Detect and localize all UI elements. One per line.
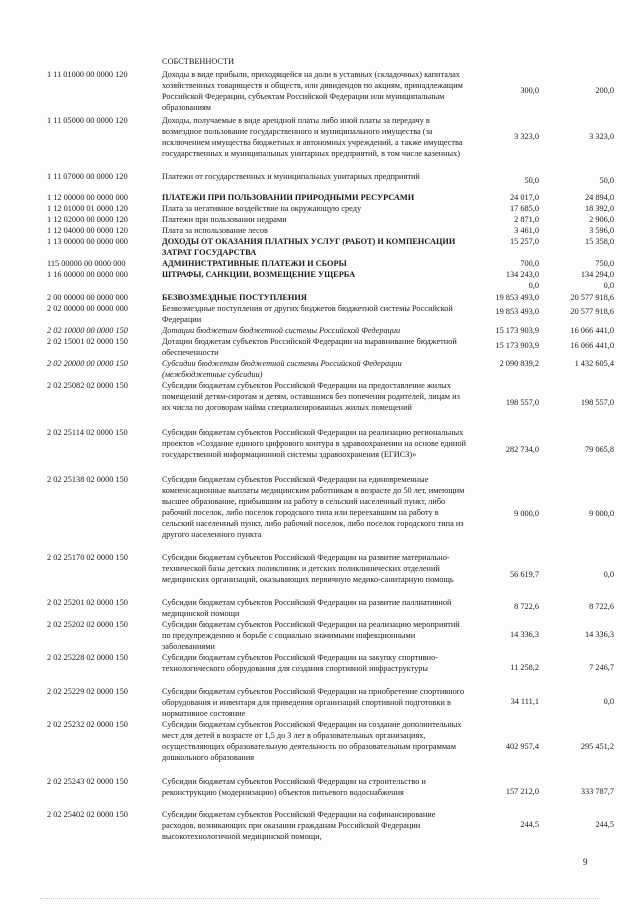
- budget-code: 2 02 25138 02 0000 150: [47, 475, 128, 484]
- amount-year-2: 16 066 441,0: [570, 341, 614, 350]
- amount-year-1: 8 722,6: [514, 602, 539, 611]
- budget-code: 2 02 25170 02 0000 150: [47, 553, 128, 562]
- amount-year-2: 0,0: [603, 570, 614, 579]
- budget-code: 2 02 25114 02 0000 150: [47, 428, 128, 437]
- amount-year-2: 750,0: [595, 259, 614, 268]
- amount-year-1: 2 871,0: [514, 215, 539, 224]
- amount-year-2: 8 722,6: [589, 602, 614, 611]
- amount-year-1: 300,0: [520, 86, 539, 95]
- amount-year-2: 333 787,7: [580, 787, 614, 796]
- budget-item-name: Дотации бюджетам бюджетной системы Российской Федерации: [162, 326, 401, 335]
- amount-year-1: 24 017,0: [509, 193, 539, 202]
- amount-year-1: 700,0: [520, 259, 539, 268]
- amount-year-2: 198 557,0: [580, 398, 614, 407]
- amount-year-1: 134 243,0: [505, 270, 539, 279]
- budget-item-name: ДОХОДЫ ОТ ОКАЗАНИЯ ПЛАТНЫХ УСЛУГ (РАБОТ) И КОМПЕНСАЦИИ ЗАТРАТ ГОСУДАРСТВА: [162, 237, 456, 257]
- amount-year-2: 2 906,0: [589, 215, 614, 224]
- amount-year-2: 295 451,2: [580, 742, 614, 751]
- amount-year-1: 56 619,7: [509, 570, 539, 579]
- amount-year-1: 3 323,0: [514, 132, 539, 141]
- budget-code: 1 11 07000 00 0000 120: [47, 172, 128, 181]
- amount-year-1-secondary: 0,0: [528, 281, 539, 290]
- amount-year-2: 79 065,8: [584, 445, 614, 454]
- budget-item-name: Субсидии бюджетам субъектов Российской Федерации на развитие паллиативной медицинской помощи: [162, 598, 452, 618]
- budget-code: 2 02 25243 02 0000 150: [47, 777, 128, 786]
- budget-item-name: ПЛАТЕЖИ ПРИ ПОЛЬЗОВАНИИ ПРИРОДНЫМИ РЕСУРСАМИ: [162, 193, 415, 202]
- amount-year-1: 198 557,0: [505, 398, 539, 407]
- budget-code: 2 02 25232 02 0000 150: [47, 720, 128, 729]
- budget-item-name: ШТРАФЫ, САНКЦИИ, ВОЗМЕЩЕНИЕ УЩЕРБА: [162, 270, 356, 279]
- budget-item-name: Доходы в виде прибыли, приходящейся на доли в уставных (складочных) капиталах хозяйственных товариществ и обществ, или дивидендов по акциям, принадлежащим Российской Федерации, субъектам Российской Федерации или муниципальным образованиям: [162, 70, 463, 112]
- amount-year-1: 15 257,0: [509, 237, 539, 246]
- budget-item-name: Субсидии бюджетам субъектов Российской Федерации на развитие материально-технической базы детских поликлиник и детских поликлинических отделений медицинских организаций, оказывающих первичную медико-санитарную помощь: [162, 553, 454, 584]
- amount-year-2: 1 432 605,4: [574, 359, 614, 368]
- budget-code: 2 02 25082 02 0000 150: [47, 381, 128, 390]
- budget-code: 115 00000 00 0000 000: [47, 259, 126, 268]
- budget-code: 1 16 00000 00 0000 000: [47, 270, 128, 279]
- amount-year-1: 34 111,1: [510, 697, 539, 706]
- budget-code: 1 12 01000 01 0000 120: [47, 204, 128, 213]
- budget-item-name: Субсидии бюджетам субъектов Российской Федерации на единовременные компенсационные выплаты медицинским работникам в возрасте до 50 лет, имеющим высшее образование, прибывшим на работу в сельский населенный пункт, либо рабочий поселок, либо поселок городского типа или переехавшим на работу в сельский населенный пункт, либо рабочий поселок, либо поселок городского типа из другого населенного пункта: [162, 475, 465, 539]
- amount-year-1: 19 853 493,0: [495, 307, 539, 316]
- amount-year-1: 50,0: [524, 176, 539, 185]
- amount-year-2: 200,0: [595, 86, 614, 95]
- amount-year-2: 3 323,0: [589, 132, 614, 141]
- budget-code: 1 12 04000 00 0000 120: [47, 226, 128, 235]
- budget-item-name: Плата за использование лесов: [162, 226, 268, 235]
- budget-item-name: Субсидии бюджетам бюджетной системы Российской Федерации (межбюджетные субсидии): [162, 359, 402, 379]
- amount-year-2: 24 894,0: [584, 193, 614, 202]
- budget-code: 2 02 25402 02 0000 150: [47, 810, 128, 819]
- budget-item-name: Субсидии бюджетам субъектов Российской Федерации на реализацию региональных проектов «Создание единого цифрового контура в здравоохранении на основе единой государственной информационной системы здравоохранения (ЕГИСЗ)»: [162, 428, 466, 459]
- amount-year-2: 9 000,0: [589, 509, 614, 518]
- amount-year-2: 134 294,0: [580, 270, 614, 279]
- budget-code: 2 02 20000 00 0000 150: [47, 359, 128, 368]
- budget-item-name: Субсидии бюджетам субъектов Российской Федерации на реализацию мероприятий по предупреждению и борьбе с социально значимыми инфекционными заболеваниями: [162, 620, 460, 651]
- budget-item-name: БЕЗВОЗМЕЗДНЫЕ ПОСТУПЛЕНИЯ: [162, 293, 307, 302]
- amount-year-2: 50,0: [599, 176, 614, 185]
- budget-item-name: Доходы, получаемые в виде арендной платы либо иной платы за передачу в возмездное пользование государственного и муниципального имущества (за исключением имущества бюджетных и автономных учреждений, а также имущества государственных и муниципальных унитарных предприятий, в том числе казенных): [162, 116, 463, 158]
- budget-item-name: Субсидии бюджетам субъектов Российской Федерации на предоставление жилых помещений детям-сиротам и детям, оставшимся без попечения родителей, лицам из их числа по договорам найма специализированных жилых помещений: [162, 381, 460, 412]
- budget-item-name: Безвозмездные поступления от других бюджетов бюджетной системы Российской Федерации: [162, 304, 453, 324]
- budget-code: 2 02 25228 02 0000 150: [47, 653, 128, 662]
- amount-year-1: 11 258,2: [510, 663, 539, 672]
- amount-year-1: 15 173 903,9: [495, 326, 539, 335]
- amount-year-1: 282 734,0: [505, 445, 539, 454]
- amount-year-1: 19 853 493,0: [495, 293, 539, 302]
- amount-year-2-secondary: 0,0: [603, 281, 614, 290]
- amount-year-2: 20 577 918,6: [570, 307, 614, 316]
- budget-code: 1 12 02000 00 0000 120: [47, 215, 128, 224]
- amount-year-2: 14 336,3: [584, 630, 614, 639]
- budget-code: 2 02 25202 02 0000 150: [47, 620, 128, 629]
- amount-year-1: 244,5: [520, 820, 539, 829]
- budget-item-name: Плата за негативное воздействие на окружающую среду: [162, 204, 362, 213]
- budget-item-name: Субсидии бюджетам субъектов Российской Федерации на строительство и реконструкцию (модернизацию) объектов питьевого водоснабжения: [162, 777, 426, 797]
- amount-year-2: 7 246,7: [589, 663, 614, 672]
- budget-code: 2 02 25229 02 0000 150: [47, 687, 128, 696]
- amount-year-1: 2 090 839,2: [499, 359, 539, 368]
- budget-item-name: Платежи от государственных и муниципальных унитарных предприятий: [162, 172, 420, 181]
- budget-code: 1 11 05000 00 0000 120: [47, 116, 128, 125]
- budget-code: 1 12 00000 00 0000 000: [47, 193, 128, 202]
- budget-code: 1 11 01000 00 0000 120: [47, 70, 128, 79]
- budget-item-name: Субсидии бюджетам субъектов Российской Федерации на приобретение спортивного оборудования и инвентаря для приведения организаций спортивной подготовки в нормативное состояние: [162, 687, 465, 718]
- amount-year-1: 3 461,0: [514, 226, 539, 235]
- budget-item-name: Платежи при пользовании недрами: [162, 215, 287, 224]
- budget-code: 2 02 10000 00 0000 150: [47, 326, 128, 335]
- budget-item-name: Субсидии бюджетам субъектов Российской Федерации на софинансирование расходов, возникающих при оказании гражданам Российской Федерации высокотехнологичной медицинской помощи,: [162, 810, 436, 841]
- budget-item-name: Дотации бюджетам субъектов Российской Федерации на выравнивание бюджетной обеспеченности: [162, 337, 457, 357]
- amount-year-2: 244,5: [595, 820, 614, 829]
- budget-code: 2 02 15001 02 0000 150: [47, 337, 128, 346]
- budget-code: 2 02 00000 00 0000 000: [47, 304, 128, 313]
- budget-code: 1 13 00000 00 0000 000: [47, 237, 128, 246]
- amount-year-2: 0,0: [603, 697, 614, 706]
- budget-code: 2 02 25201 02 0000 150: [47, 598, 128, 607]
- page-number: 9: [583, 857, 588, 867]
- amount-year-2: 16 066 441,0: [570, 326, 614, 335]
- amount-year-2: 20 577 918,6: [570, 293, 614, 302]
- amount-year-2: 15 358,0: [584, 237, 614, 246]
- amount-year-1: 15 173 903,9: [495, 341, 539, 350]
- budget-item-name: СОБСТВЕННОСТИ: [162, 57, 235, 66]
- amount-year-1: 14 336,3: [509, 630, 539, 639]
- budget-item-name: АДМИНИСТРАТИВНЫЕ ПЛАТЕЖИ И СБОРЫ: [162, 259, 347, 268]
- scan-edge-artifact: [40, 898, 600, 900]
- budget-code: 2 00 00000 00 0000 000: [47, 293, 128, 302]
- amount-year-1: 157 212,0: [505, 787, 539, 796]
- budget-item-name: Субсидии бюджетам субъектов Российской Федерации на создание дополнительных мест для детей в возрасте от 1,5 до 3 лет в образовательных организациях, осуществляющих образовательную деятельность по образовательным программам дошкольного образования: [162, 720, 462, 762]
- amount-year-2: 18 392,0: [584, 204, 614, 213]
- amount-year-1: 9 000,0: [514, 509, 539, 518]
- budget-item-name: Субсидии бюджетам субъектов Российской Федерации на закупку спортивно-технологического оборудования для создания спортивной инфраструктуры: [162, 653, 438, 673]
- amount-year-1: 402 957,4: [505, 742, 539, 751]
- amount-year-2: 3 596,0: [589, 226, 614, 235]
- amount-year-1: 17 685,0: [509, 204, 539, 213]
